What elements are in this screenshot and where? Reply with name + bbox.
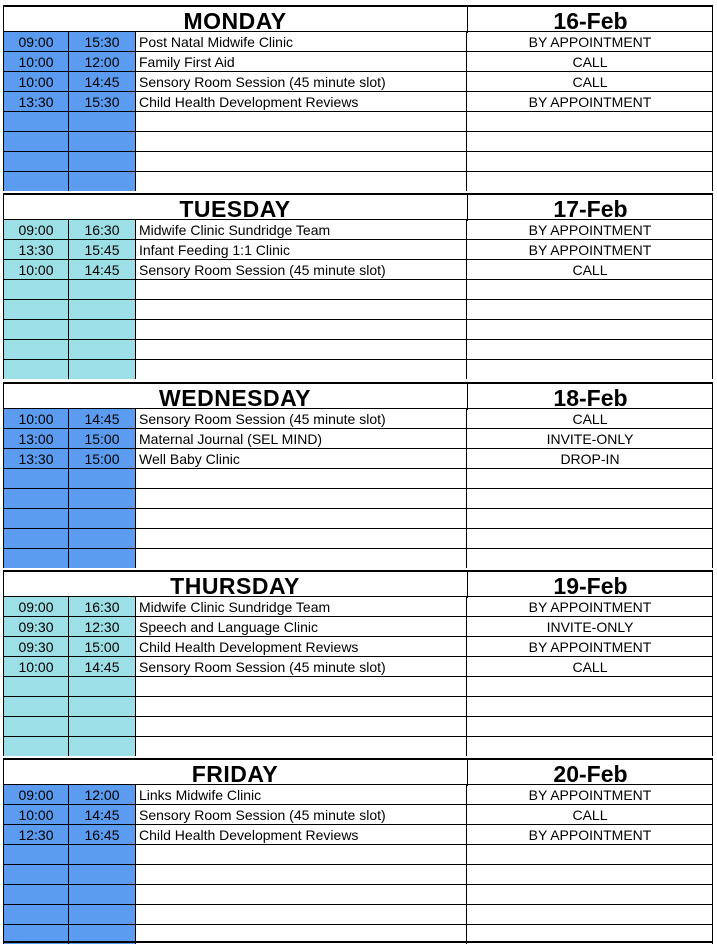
start-time-cell: 10:00 — [4, 409, 69, 428]
day-name: TUESDAY — [179, 196, 291, 222]
day-section-thursday — [3, 570, 713, 756]
empty-row — [3, 904, 713, 924]
start-time-cell — [4, 469, 69, 488]
end-time-cell: 12:00 — [69, 785, 136, 804]
booking-type-cell: BY APPOINTMENT — [528, 827, 652, 843]
end-time-cell — [69, 340, 136, 359]
end-time-cell — [69, 489, 136, 508]
start-time-cell — [4, 509, 69, 528]
start-time-cell: 10:00 — [4, 72, 69, 91]
start-time-cell: 10:00 — [4, 52, 69, 71]
booking-type-cell: CALL — [572, 74, 608, 90]
end-time-cell: 14:45 — [69, 260, 136, 279]
day-header — [3, 382, 713, 411]
empty-row — [3, 884, 713, 904]
session-name-cell — [136, 885, 467, 904]
start-time-cell: 09:00 — [4, 220, 69, 239]
empty-row — [3, 508, 713, 528]
empty-row — [3, 528, 713, 548]
day-section-tuesday — [3, 193, 713, 379]
session-row — [3, 259, 713, 279]
session-name-cell — [136, 112, 467, 131]
booking-type-cell — [467, 677, 713, 696]
end-time-cell — [69, 320, 136, 339]
empty-row — [3, 339, 713, 359]
start-time-cell: 12:30 — [4, 825, 69, 844]
booking-type-cell: CALL — [572, 659, 608, 675]
booking-type-cell — [467, 112, 713, 131]
end-time-cell — [69, 549, 136, 568]
session-name-cell — [136, 320, 467, 339]
end-time-cell — [69, 865, 136, 884]
session-name-cell: Midwife Clinic Sundridge Team — [136, 597, 467, 616]
start-time-cell: 09:30 — [4, 637, 69, 656]
session-row — [3, 71, 713, 91]
session-name-cell: Child Health Development Reviews — [136, 92, 467, 111]
booking-type-cell: CALL — [572, 262, 608, 278]
booking-type-cell: BY APPOINTMENT — [528, 94, 652, 110]
booking-type-cell: CALL — [572, 807, 608, 823]
day-name: THURSDAY — [170, 573, 300, 599]
end-time-cell — [69, 112, 136, 131]
booking-type-cell — [467, 360, 713, 379]
booking-type-cell: CALL — [572, 411, 608, 427]
end-time-cell: 12:00 — [69, 52, 136, 71]
end-time-cell — [69, 509, 136, 528]
session-row — [3, 616, 713, 636]
session-name-cell — [136, 905, 467, 924]
session-row — [3, 31, 713, 51]
session-row — [3, 784, 713, 804]
empty-row — [3, 548, 713, 568]
session-name-cell — [136, 172, 467, 191]
end-time-cell: 14:45 — [69, 805, 136, 824]
session-row — [3, 636, 713, 656]
day-section-wednesday — [3, 382, 713, 568]
session-name-cell — [136, 865, 467, 884]
booking-type-cell — [467, 489, 713, 508]
session-name-cell — [136, 677, 467, 696]
day-section-friday — [3, 758, 713, 944]
day-date: 16-Feb — [467, 7, 713, 33]
session-name-cell — [136, 152, 467, 171]
session-name-cell: Midwife Clinic Sundridge Team — [136, 220, 467, 239]
start-time-cell: 09:00 — [4, 597, 69, 616]
booking-type-cell — [467, 845, 713, 864]
day-header — [3, 5, 713, 34]
session-name-cell — [136, 360, 467, 379]
start-time-cell: 09:00 — [4, 785, 69, 804]
booking-type-cell: CALL — [572, 54, 608, 70]
empty-row — [3, 844, 713, 864]
booking-type-cell — [467, 529, 713, 548]
empty-row — [3, 279, 713, 299]
booking-type-cell: INVITE-ONLY — [546, 619, 634, 635]
start-time-cell — [4, 300, 69, 319]
end-time-cell — [69, 152, 136, 171]
booking-type-cell: BY APPOINTMENT — [528, 639, 652, 655]
empty-row — [3, 359, 713, 379]
session-name-cell — [136, 845, 467, 864]
start-time-cell — [4, 677, 69, 696]
day-header — [3, 758, 713, 787]
start-time-cell — [4, 152, 69, 171]
start-time-cell: 09:00 — [4, 32, 69, 51]
booking-type-cell: BY APPOINTMENT — [528, 242, 652, 258]
empty-row — [3, 864, 713, 884]
end-time-cell — [69, 845, 136, 864]
end-time-cell: 15:00 — [69, 429, 136, 448]
start-time-cell: 09:30 — [4, 617, 69, 636]
session-name-cell — [136, 697, 467, 716]
start-time-cell — [4, 697, 69, 716]
start-time-cell: 13:30 — [4, 240, 69, 259]
day-date: 17-Feb — [467, 195, 713, 221]
empty-row — [3, 131, 713, 151]
booking-type-cell — [467, 905, 713, 924]
session-row — [3, 596, 713, 616]
start-time-cell — [4, 340, 69, 359]
end-time-cell — [69, 360, 136, 379]
start-time-cell — [4, 529, 69, 548]
start-time-cell — [4, 845, 69, 864]
booking-type-cell — [467, 340, 713, 359]
end-time-cell — [69, 280, 136, 299]
end-time-cell: 15:45 — [69, 240, 136, 259]
booking-type-cell — [467, 737, 713, 756]
session-name-cell — [136, 529, 467, 548]
end-time-cell — [69, 300, 136, 319]
day-date: 20-Feb — [467, 760, 713, 786]
end-time-cell: 16:30 — [69, 597, 136, 616]
end-time-cell: 16:45 — [69, 825, 136, 844]
booking-type-cell — [467, 509, 713, 528]
end-time-cell — [69, 469, 136, 488]
booking-type-cell: DROP-IN — [560, 451, 620, 467]
end-time-cell: 14:45 — [69, 657, 136, 676]
session-row — [3, 656, 713, 676]
session-name-cell: Speech and Language Clinic — [136, 617, 467, 636]
end-time-cell — [69, 737, 136, 756]
session-name-cell — [136, 132, 467, 151]
session-name-cell — [136, 717, 467, 736]
booking-type-cell — [467, 549, 713, 568]
session-name-cell — [136, 549, 467, 568]
end-time-cell: 15:30 — [69, 92, 136, 111]
end-time-cell — [69, 905, 136, 924]
end-time-cell: 14:45 — [69, 72, 136, 91]
session-row — [3, 428, 713, 448]
empty-row — [3, 111, 713, 131]
end-time-cell: 15:00 — [69, 637, 136, 656]
session-name-cell: Sensory Room Session (45 minute slot) — [136, 260, 467, 279]
start-time-cell — [4, 360, 69, 379]
start-time-cell — [4, 717, 69, 736]
empty-row — [3, 319, 713, 339]
booking-type-cell — [467, 280, 713, 299]
booking-type-cell: BY APPOINTMENT — [528, 599, 652, 615]
end-time-cell: 12:30 — [69, 617, 136, 636]
session-row — [3, 408, 713, 428]
session-name-cell: Post Natal Midwife Clinic — [136, 32, 467, 51]
start-time-cell: 10:00 — [4, 260, 69, 279]
booking-type-cell — [467, 697, 713, 716]
day-name: MONDAY — [183, 8, 287, 34]
session-name-cell: Child Health Development Reviews — [136, 825, 467, 844]
session-name-cell: Sensory Room Session (45 minute slot) — [136, 657, 467, 676]
session-name-cell: Sensory Room Session (45 minute slot) — [136, 72, 467, 91]
empty-row — [3, 171, 713, 191]
start-time-cell — [4, 865, 69, 884]
start-time-cell — [4, 112, 69, 131]
empty-row — [3, 488, 713, 508]
session-name-cell: Sensory Room Session (45 minute slot) — [136, 805, 467, 824]
empty-row — [3, 696, 713, 716]
booking-type-cell: BY APPOINTMENT — [528, 34, 652, 50]
day-name: FRIDAY — [191, 761, 279, 787]
booking-type-cell — [467, 865, 713, 884]
start-time-cell — [4, 549, 69, 568]
start-time-cell: 13:00 — [4, 429, 69, 448]
booking-type-cell: BY APPOINTMENT — [528, 787, 652, 803]
start-time-cell — [4, 132, 69, 151]
session-name-cell — [136, 489, 467, 508]
end-time-cell — [69, 677, 136, 696]
day-section-monday — [3, 5, 713, 191]
session-name-cell: Child Health Development Reviews — [136, 637, 467, 656]
booking-type-cell: BY APPOINTMENT — [528, 222, 652, 238]
start-time-cell: 13:30 — [4, 449, 69, 468]
end-time-cell: 14:45 — [69, 409, 136, 428]
start-time-cell — [4, 737, 69, 756]
session-name-cell — [136, 509, 467, 528]
session-name-cell: Sensory Room Session (45 minute slot) — [136, 409, 467, 428]
end-time-cell — [69, 132, 136, 151]
start-time-cell — [4, 280, 69, 299]
end-time-cell — [69, 885, 136, 904]
empty-row — [3, 716, 713, 736]
session-row — [3, 91, 713, 111]
booking-type-cell — [467, 172, 713, 191]
end-time-cell: 15:30 — [69, 32, 136, 51]
start-time-cell — [4, 905, 69, 924]
session-row — [3, 219, 713, 239]
start-time-cell — [4, 320, 69, 339]
booking-type-cell — [467, 132, 713, 151]
session-name-cell — [136, 280, 467, 299]
day-name: WEDNESDAY — [159, 385, 311, 411]
session-row — [3, 239, 713, 259]
day-header — [3, 193, 713, 222]
booking-type-cell — [467, 885, 713, 904]
day-date: 18-Feb — [467, 384, 713, 410]
end-time-cell: 15:00 — [69, 449, 136, 468]
start-time-cell: 10:00 — [4, 657, 69, 676]
start-time-cell — [4, 489, 69, 508]
session-name-cell: Infant Feeding 1:1 Clinic — [136, 240, 467, 259]
empty-row — [3, 468, 713, 488]
booking-type-cell — [467, 469, 713, 488]
booking-type-cell — [467, 320, 713, 339]
session-name-cell: Links Midwife Clinic — [136, 785, 467, 804]
session-name-cell — [136, 340, 467, 359]
booking-type-cell — [467, 300, 713, 319]
session-name-cell: Family First Aid — [136, 52, 467, 71]
end-time-cell: 16:30 — [69, 220, 136, 239]
empty-row — [3, 676, 713, 696]
end-time-cell — [69, 529, 136, 548]
session-row — [3, 51, 713, 71]
booking-type-cell — [467, 152, 713, 171]
booking-type-cell: INVITE-ONLY — [546, 431, 634, 447]
table-bottom-border — [3, 941, 713, 943]
end-time-cell — [69, 717, 136, 736]
booking-type-cell — [467, 717, 713, 736]
day-header — [3, 570, 713, 599]
session-name-cell — [136, 469, 467, 488]
session-row — [3, 448, 713, 468]
session-name-cell — [136, 737, 467, 756]
start-time-cell: 13:30 — [4, 92, 69, 111]
start-time-cell — [4, 172, 69, 191]
start-time-cell — [4, 885, 69, 904]
session-name-cell: Well Baby Clinic — [136, 449, 467, 468]
empty-row — [3, 151, 713, 171]
end-time-cell — [69, 697, 136, 716]
end-time-cell — [69, 172, 136, 191]
start-time-cell: 10:00 — [4, 805, 69, 824]
session-row — [3, 804, 713, 824]
session-name-cell: Maternal Journal (SEL MIND) — [136, 429, 467, 448]
day-date: 19-Feb — [467, 572, 713, 598]
session-row — [3, 824, 713, 844]
empty-row — [3, 299, 713, 319]
empty-row — [3, 736, 713, 756]
session-name-cell — [136, 300, 467, 319]
